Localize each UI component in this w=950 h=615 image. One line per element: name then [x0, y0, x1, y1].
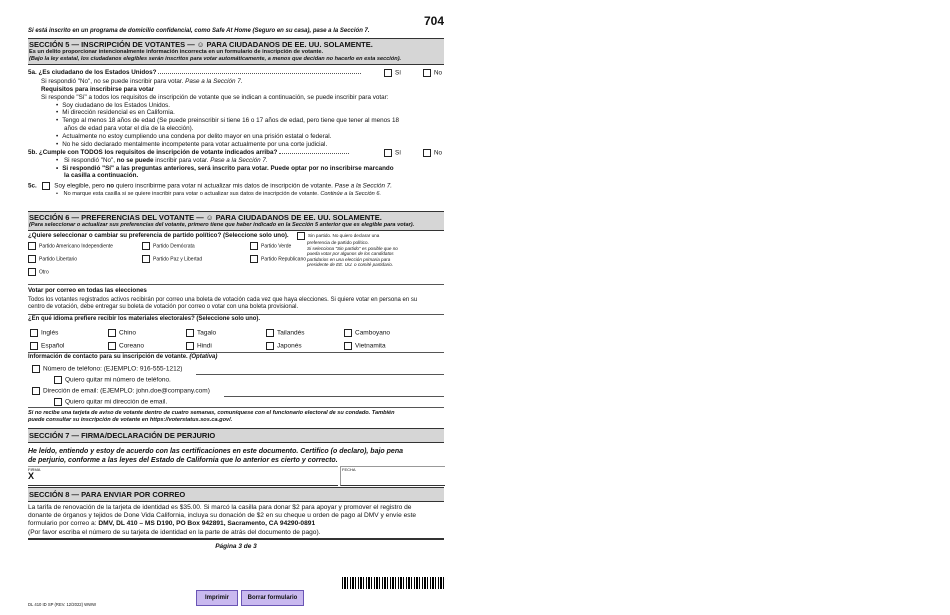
q5b-yes-label: Sí: [395, 149, 401, 157]
requirement-5: • No he sido declarado mentalmente incompetente para votar actualmente por una corte judicial.: [28, 141, 444, 149]
no-party-note-3: partidarios en una elección primaria para: [307, 256, 391, 262]
mailing-instructions: [28, 504, 444, 537]
lang-thai-checkbox[interactable]: [266, 329, 274, 337]
date-field[interactable]: [340, 466, 445, 486]
lang-korean-label: Coreano: [119, 342, 144, 350]
section6-sub: (Para seleccionar o actualizar sus preferencias del votante, primero tiene que haber indicado en la Sección 5 anterior que es elegible para votar).: [29, 222, 415, 229]
lang-chinese-checkbox[interactable]: [108, 329, 116, 337]
mailing-text-4: (Por favor escriba el número de su tarjeta de identidad en la parte de atrás del documento de pago).: [28, 528, 321, 536]
section6-title: SECCIÓN 6 — PREFERENCIAS DEL VOTANTE — ☺ PARA CIUDADANOS DE EE. UU. SOLAMENTE.: [29, 213, 382, 222]
lang-hindi-label: Hindi: [197, 342, 212, 350]
email-label: Dirección de email: (EJEMPLO: john.doe@company.com): [43, 387, 210, 395]
no-party-box: [297, 232, 444, 268]
lang-vietnamese-label: Vietnamita: [355, 342, 386, 350]
mail-title: Votar por correo en todas las elecciones: [28, 287, 147, 294]
party-lib-label: Partido Libertario: [39, 256, 78, 263]
q5b-no-label: No: [434, 149, 443, 157]
q5c-text-c: quiero inscribirme para votar ni actualizar mis datos de inscripción de votante.: [115, 182, 333, 190]
party-other-label: Otro: [39, 269, 49, 276]
email-input[interactable]: [224, 387, 444, 397]
no-party-label: Sin partido. No quiero declarar una: [308, 233, 380, 239]
q5c-note-a: No marque esta casilla si se quiere inscribir para votar o actualizar sus datos de inscripción de votante.: [63, 190, 319, 197]
certification-2: de perjurio, conforme a las leyes del Estado de California que lo anterior es cierto y correcto.: [28, 456, 338, 464]
lang-tagalog-checkbox[interactable]: [186, 329, 194, 337]
footer-code: DL 410 ID SP (REV. 12/2022) WWW: [28, 602, 97, 607]
clear-form-button[interactable]: Borrar formulario: [241, 590, 304, 606]
q5c-checkbox[interactable]: [42, 182, 50, 190]
q5c-text-a: Soy elegible, pero: [54, 182, 105, 190]
q5c-text-d: Pase a la Sección 7.: [334, 182, 393, 190]
lang-english-label: Inglés: [41, 329, 59, 337]
q5b-note-1a: Si respondió "No",: [63, 156, 115, 164]
q5a-note-skip: Pase a la Sección 7.: [185, 78, 243, 85]
date-label: FECHA: [342, 467, 356, 472]
email-row: [32, 387, 444, 397]
card-note-1: Si no recibe una tarjeta de aviso de votante dentro de cuatro semanas, comuníquese con el funcionario electoral de su condado. También: [28, 410, 395, 416]
party-other-checkbox[interactable]: [28, 268, 36, 276]
lang-chinese-label: Chino: [119, 329, 136, 337]
q5b-note-1c: inscribir para votar.: [155, 156, 209, 164]
lang-khmer-checkbox[interactable]: [344, 329, 352, 337]
card-note-2: puede consultar su inscripción de votante en https://voterstatus.sos.ca.gov/.: [28, 416, 233, 423]
q5b-note-1b: no se puede: [116, 156, 154, 164]
no-party-note-1: Si selecciona "Sin partido" es posible que no: [307, 245, 398, 251]
phone-checkbox[interactable]: [32, 365, 40, 373]
section6-header: [28, 211, 444, 231]
remove-phone-label: Quiero quitar mi número de teléfono.: [65, 376, 171, 384]
requirements-intro: Si responde "Sí" a todos los requisitos de inscripción de votante que se indican a continuación, se puede inscribir para votar:: [41, 93, 389, 101]
party-preference-block: [28, 232, 444, 282]
form-number: 704: [423, 14, 444, 28]
q5b-yes-checkbox[interactable]: [384, 149, 392, 157]
section5-header: [28, 38, 444, 65]
requirement-1: • Soy ciudadano de los Estados Unidos.: [28, 102, 444, 110]
party-question: ¿Quiere seleccionar o cambiar su preferencia de partido político? (Seleccione solo uno).: [28, 232, 289, 239]
voter-card-note: [28, 410, 444, 424]
lang-english-checkbox[interactable]: [30, 329, 38, 337]
q5b-label: 5b. ¿Cumple con TODOS los requisitos de inscripción de votante indicados arriba?: [28, 148, 278, 156]
q5b-no-checkbox[interactable]: [423, 149, 431, 157]
signature-field[interactable]: [28, 466, 338, 486]
lang-khmer-label: Camboyano: [355, 329, 391, 337]
party-rep-checkbox[interactable]: [250, 255, 258, 263]
section5-body: [28, 69, 444, 198]
lang-korean-checkbox[interactable]: [108, 342, 116, 350]
mailing-text-3: formulario por correo a:: [28, 520, 97, 528]
section7-title: SECCIÓN 7 — FIRMA/DECLARACIÓN DE PERJURIO: [29, 431, 216, 440]
form-page: [28, 8, 444, 608]
mail-text-2: centro de votación, debe entregar su boleta de votación por correo o votar con una boleta provisional.: [28, 304, 299, 311]
section5-sub1: Es un delito proporcionar intencionalmente información incorrecta en un formulario de inscripción de votante.: [29, 49, 324, 56]
mailing-text-1: La tarifa de renovación de la tarjeta de identidad es $35.00. Si marcó la casilla para donar $2 para apoyar y promover el registro de: [28, 504, 412, 511]
q5b-note-2-cont: la casilla a continuación.: [64, 172, 139, 180]
lang-thai-label: Tailandés: [277, 329, 305, 337]
lang-japanese-label: Japonés: [277, 342, 302, 350]
certification: [28, 448, 444, 466]
party-dem-checkbox[interactable]: [142, 242, 150, 250]
no-party-note-4: presidente de EE. UU. o comité partidario.: [307, 262, 394, 267]
party-pf-checkbox[interactable]: [142, 255, 150, 263]
party-green-label: Partido Verde: [261, 243, 292, 250]
intro-note: Si está inscrito en un programa de domicilio confidencial, como Safe At Home (Seguro en su casa), pase a la Sección 7.: [28, 28, 370, 34]
email-checkbox[interactable]: [32, 387, 40, 395]
q5a-no-label: No: [434, 69, 443, 77]
phone-row: [32, 365, 444, 375]
q5b-note-1d: Pase a la Sección 7.: [210, 156, 268, 164]
q5c-number: 5c.: [28, 182, 37, 190]
mailing-text-2: donante de órganos y tejidos de Done Vida California, incluya su donación de $2 en su cheque u orden de pago al DMV y envíe este: [28, 512, 417, 520]
certification-1: He leído, entiendo y estoy de acuerdo con las certificaciones en este documento. Certifico (o declaro), bajo pena: [28, 448, 403, 455]
contact-block: [28, 354, 444, 406]
section5-sub2: (Bajo la ley estatal, los ciudadanos elegibles serán inscritos para votar automáticamente, a menos que decidan no hacerlo en esta sección).: [29, 56, 402, 63]
q5a-yes-label: Sí: [395, 69, 401, 77]
remove-email-label: Quiero quitar mi dirección de email.: [65, 398, 168, 406]
lang-vietnamese-checkbox[interactable]: [344, 342, 352, 350]
requirement-3-cont: años de edad para votar el día de la elección).: [64, 125, 194, 133]
lang-tagalog-label: Tagalo: [197, 329, 217, 337]
no-party-note-2: pueda votar por algunos de los candidatos: [307, 251, 394, 256]
lang-spanish-label: Español: [41, 342, 65, 350]
remove-email-checkbox[interactable]: [54, 398, 62, 406]
q5b-note-2: • Si respondió "Sí" a las preguntas anteriores, será inscrito para votar. Puede optar por no inscribirse marcando: [28, 165, 444, 173]
print-button[interactable]: Imprimir: [196, 590, 238, 606]
party-dem-label: Partido Demócrata: [153, 243, 195, 250]
page-number: Página 3 de 3: [215, 543, 257, 550]
barcode: [342, 577, 444, 589]
requirements-title: Requisitos para inscribirse para votar: [41, 85, 155, 93]
requirement-3: • Tengo al menos 18 años de edad (Se puede preinscribir si tiene 16 o 17 años de edad, pero tiene que tener al menos 18: [28, 117, 444, 125]
q5a-yes-checkbox[interactable]: [384, 69, 392, 77]
q5a-note: Si respondió "No", no se puede inscribir para votar.: [41, 78, 184, 85]
lang-japanese-checkbox[interactable]: [266, 342, 274, 350]
mail-text-1: Todos los votantes registrados activos recibirán por correo una boleta de votación cada vez que haya elecciones. Si quiere votar en persona en su: [28, 296, 418, 303]
q5a-no-checkbox[interactable]: [423, 69, 431, 77]
section5-title: SECCIÓN 5 — INSCRIPCIÓN DE VOTANTES — ☺ PARA CIUDADANOS DE EE. UU. SOLAMENTE.: [29, 40, 373, 49]
party-green-checkbox[interactable]: [250, 242, 258, 250]
phone-label: Número de teléfono: (EJEMPLO: 916-555-1212): [43, 365, 183, 373]
remove-phone-checkbox[interactable]: [54, 376, 62, 384]
q5c-note-b: Continúe a la Sección 6.: [320, 190, 381, 197]
party-lib-checkbox[interactable]: [28, 255, 36, 263]
party-aip-label: Partido Americano Independiente: [39, 243, 113, 250]
no-party-label-2: preferencia de partido político.: [307, 240, 369, 245]
lang-hindi-checkbox[interactable]: [186, 342, 194, 350]
language-question: ¿En qué idioma prefiere recibir los materiales electorales? (Seleccione solo uno).: [28, 316, 261, 322]
mailing-address: DMV, DL 410 – MS D190, PO Box 942891, Sacramento, CA 94290-0891: [98, 520, 316, 528]
language-block: [28, 316, 444, 350]
q5a-label: 5a. ¿Es ciudadano de los Estados Unidos?: [28, 69, 157, 76]
contact-title: Información de contacto para su inscripción de votante.: [28, 354, 188, 360]
party-pf-label: Partido Paz y Libertad: [153, 256, 203, 263]
section8-title: SECCIÓN 8 — PARA ENVIAR POR CORREO: [29, 490, 186, 499]
requirement-4: • Actualmente no estoy cumpliendo una condena por delito mayor en una prisión estatal o federal.: [28, 133, 444, 141]
requirement-2: • Mi dirección residencial es en California.: [28, 109, 444, 117]
lang-spanish-checkbox[interactable]: [30, 342, 38, 350]
phone-input[interactable]: [196, 365, 444, 375]
contact-optional: (Optativa): [189, 354, 218, 360]
section7-header: [28, 428, 444, 443]
party-rep-label: Partido Republicano: [261, 256, 307, 263]
signature-x: X: [28, 471, 35, 481]
no-party-checkbox[interactable]: [297, 232, 305, 240]
signature-label: FIRMA: [28, 467, 41, 472]
section8-header: [28, 487, 444, 502]
q5c-text-b: no: [106, 182, 115, 190]
vote-by-mail-block: [28, 287, 444, 312]
